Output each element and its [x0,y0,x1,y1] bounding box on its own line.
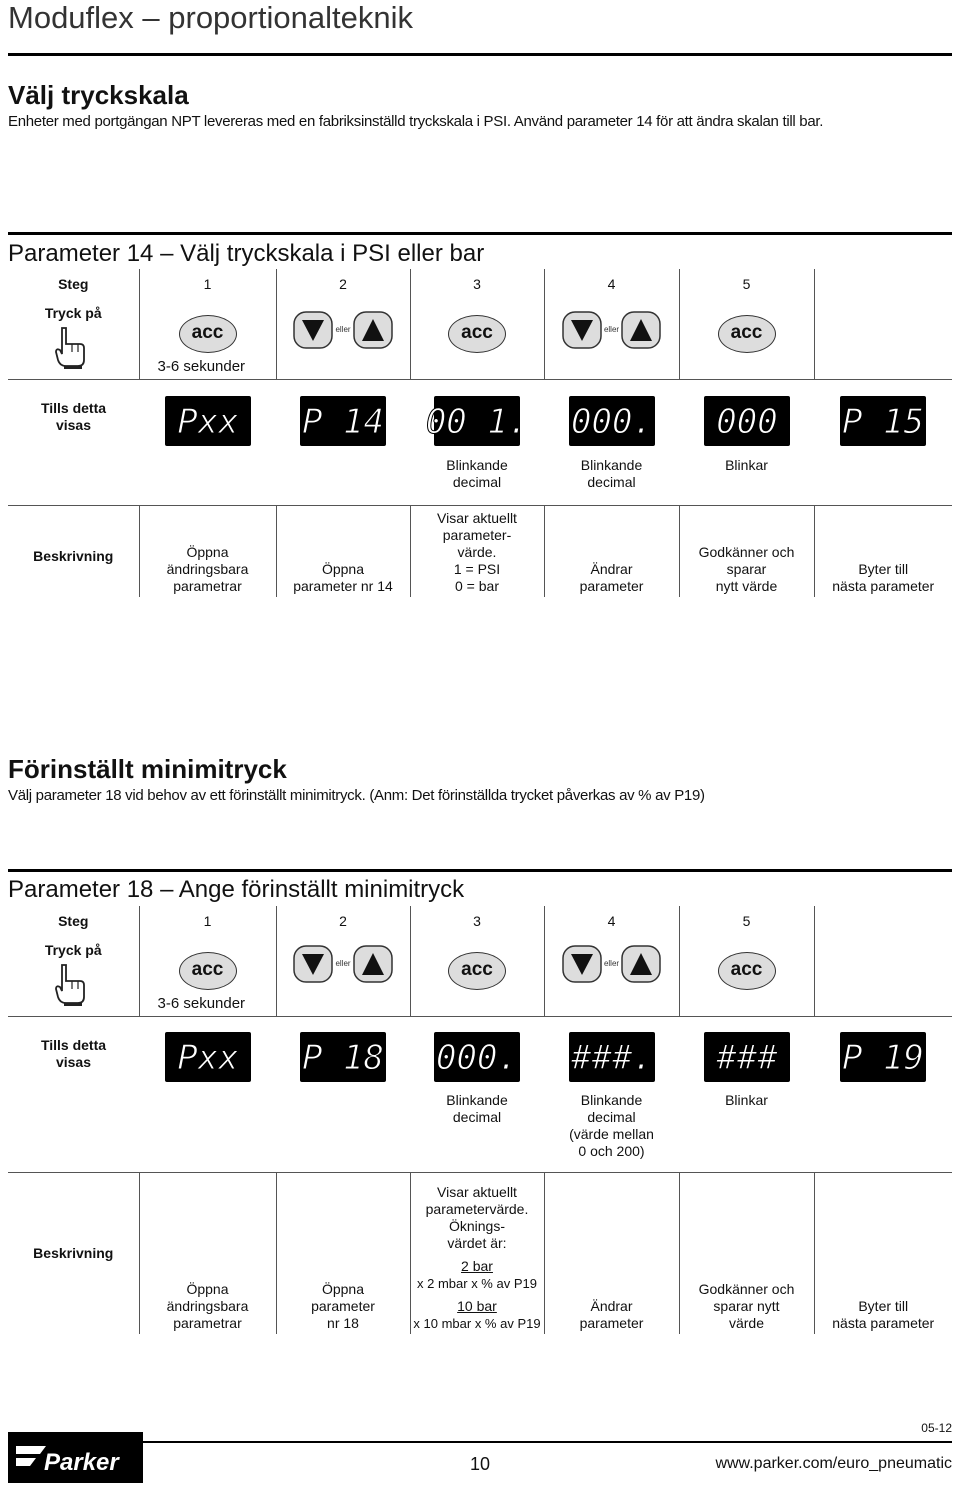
lcd-display [434,1032,520,1082]
desc-line: Öppna [186,544,229,560]
desc-line: sparar nytt [713,1298,780,1314]
lcd-display [165,396,251,446]
lcd-display [300,396,386,446]
step-number: 4 [544,269,679,299]
desc-line: Byter till [858,1298,909,1314]
desc-line: parametrar [173,1315,242,1331]
step-number: 2 [276,906,410,936]
lcd-text: P 14 [302,402,384,443]
hold-duration-text: 3-6 sekunder [157,357,246,375]
eller-text: eller [335,959,351,969]
desc-line: 10 bar [457,1298,497,1314]
note-line: Blinkar [725,457,768,473]
section-text-scale: Enheter med portgängan NPT levereras med en fabriksinställd tryckskala i PSI. Använd parameter 14 för att ändra skalan till bar. [8,113,824,130]
desc-line: parametrar [173,578,242,594]
param18-rule [8,869,952,872]
logo-text: Parker [44,1449,119,1476]
desc-line: nr 18 [327,1315,359,1331]
section-title-minpressure: Förinställt minimitryck [8,754,287,784]
lcd-text: Pxx [176,402,239,443]
step-number: 1 [139,269,276,299]
note-line: Blinkande [446,457,508,473]
lcd-text: Pxx [176,1038,239,1079]
note-line: 0 och 200) [578,1143,645,1159]
section-text-minpressure: Välj parameter 18 vid behov av ett förinställt minimitryck. (Anm: Det förinställda trycket påverkas av % av P19) [8,787,705,804]
eller-text: eller [335,325,351,335]
desc-line: 1 = PSI [453,561,501,577]
steg-label: Steg [58,275,89,292]
beskrivning-label: Beskrivning [8,1172,139,1334]
note-line: decimal [452,474,502,490]
desc-line: parameter [579,578,644,594]
desc-line: Öppna [321,561,365,577]
tryck-label: Tryck på [44,305,102,321]
eller-text: eller [603,325,620,335]
desc-line: Öknings- [448,1218,506,1234]
step-number: 2 [276,269,410,299]
arrow-up-button[interactable] [353,311,393,349]
footer-rule [8,1441,952,1443]
desc-line: nästa parameter [832,578,935,594]
note-line: Blinkande [446,1092,508,1108]
acc-button[interactable]: acc [448,952,506,990]
section-title-scale: Välj tryckskala [8,80,189,110]
desc-line: ändringsbara [166,1298,249,1314]
desc-line: Visar aktuellt [437,1184,517,1200]
acc-button[interactable]: acc [448,315,506,353]
desc-line: Godkänner och [698,1281,795,1297]
hand-press-icon [50,963,90,1007]
desc-line: x 10 mbar x % av P19 [413,1316,541,1331]
lcd-text: ### [715,1038,778,1079]
tills-label: Tills detta [40,1036,107,1053]
desc-line: nästa parameter [832,1315,935,1331]
param14-title: Parameter 14 – Välj tryckskala i PSI eller bar [8,240,485,267]
beskrivning-label: Beskrivning [8,505,139,597]
lcd-display [569,396,655,446]
note-line: Blinkande [580,457,643,473]
param14-rule [8,232,952,235]
desc-line: Visar aktuellt [437,510,517,526]
step-number: 3 [410,906,544,936]
lcd-display [300,1032,386,1082]
desc-line: parameter- [442,527,512,543]
desc-line: parameter [311,1298,375,1314]
step-number: 5 [679,906,814,936]
footer-url[interactable]: www.parker.com/euro_pneumatic [715,1455,952,1472]
hand-press-icon [50,326,90,370]
hold-duration-text: 3-6 sekunder [157,994,246,1012]
lcd-svg [165,396,251,446]
tills-label: visas [55,416,92,433]
lcd-text: 00 1. [425,402,529,443]
note-line: (värde mellan [569,1126,654,1142]
desc-line: värdet är: [447,1235,507,1251]
acc-button[interactable]: acc [718,315,776,353]
note-line: Blinkande [580,1092,643,1108]
acc-button[interactable]: acc [179,952,237,990]
parker-logo [8,1432,143,1483]
arrow-up-button[interactable] [621,311,661,349]
desc-line: Öppna [321,1281,365,1297]
param14-table [8,269,952,597]
step-number: 1 [139,906,276,936]
acc-button[interactable]: acc [718,952,776,990]
acc-button[interactable]: acc [179,315,237,353]
desc-line: värde [728,1315,765,1331]
lcd-text: P 18 [302,1038,384,1079]
tryck-label: Tryck på [44,942,102,958]
desc-line: 2 bar [461,1258,493,1274]
header-rule [8,53,952,56]
param18-title: Parameter 18 – Ange förinställt minimitryck [8,876,465,903]
lcd-display [840,396,926,446]
lcd-text: ###. [570,1038,653,1079]
arrow-down-button[interactable] [293,311,333,349]
step-number: 3 [410,269,544,299]
desc-line: nytt värde [715,578,778,594]
note-line: decimal [587,1109,636,1125]
arrow-down-button[interactable] [293,945,333,983]
param18-table [8,906,952,1334]
lcd-display [704,396,790,446]
desc-line: värde. [457,544,497,560]
lcd-display [569,1032,655,1082]
lcd-text: 000. [570,402,653,443]
desc-line: parameter nr 14 [293,578,393,594]
lcd-display [425,396,529,446]
arrow-up-button[interactable] [621,945,661,983]
arrow-down-button[interactable] [562,945,602,983]
desc-line: Godkänner och [698,544,795,560]
desc-line: x 2 mbar x % av P19 [417,1276,537,1291]
lcd-text: P 15 [842,402,924,443]
lcd-text: 000 [715,402,778,443]
desc-line: Byter till [858,561,909,577]
lcd-text: 000. [436,1038,518,1079]
parker-logo-icon [8,1432,143,1483]
lcd-display [840,1032,926,1082]
desc-line: Ändrar [590,1298,633,1314]
desc-line: 0 = bar [455,578,499,594]
desc-line: ändringsbara [166,561,249,577]
note-line: decimal [587,474,636,490]
tills-label: Tills detta [40,399,107,416]
desc-line: parametervärde. [425,1201,529,1217]
note-line: Blinkar [725,1092,768,1108]
lcd-display [165,1032,251,1082]
desc-line: Ändrar [590,561,633,577]
desc-line: sparar [726,561,767,577]
lcd-text: P 19 [842,1038,924,1079]
arrow-up-button[interactable] [353,945,393,983]
steg-label: Steg [58,912,89,929]
page-header-title: Moduflex – proportionalteknik [8,0,413,35]
desc-line: parameter [579,1315,644,1331]
note-line: decimal [452,1109,502,1125]
footer-date: 05-12 [921,1421,952,1435]
page-number: 10 [470,1454,491,1474]
lcd-display [704,1032,790,1082]
arrow-down-button[interactable] [562,311,602,349]
desc-line: Öppna [186,1281,229,1297]
step-number: 5 [679,269,814,299]
step-number: 4 [544,906,679,936]
eller-text: eller [603,959,620,969]
tills-label: visas [55,1053,92,1070]
